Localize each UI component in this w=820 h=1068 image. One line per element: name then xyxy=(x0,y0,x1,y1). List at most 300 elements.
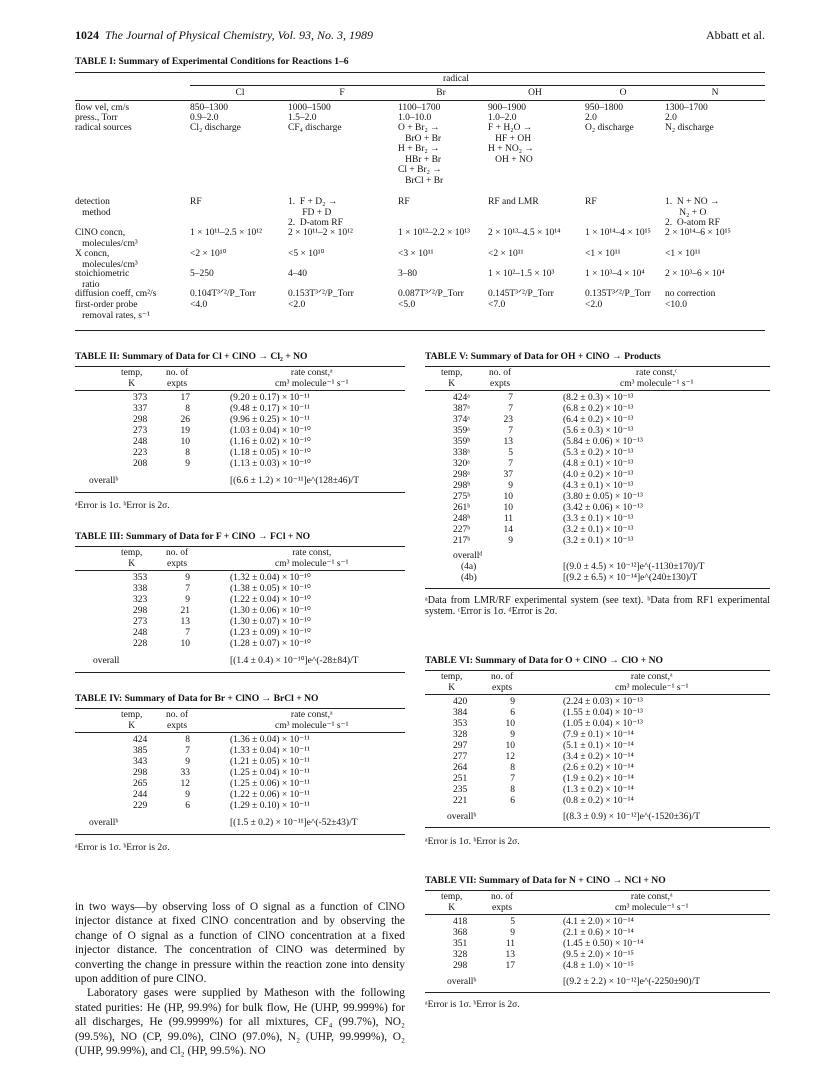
t5-temp-cell: 320ᵃ xyxy=(453,459,470,469)
t3-expts-cell: 7 xyxy=(185,628,190,638)
t5-overall-subrow-label: (4a) xyxy=(461,562,477,572)
table-1-row-label: X concn, molecules/cm³ xyxy=(75,249,138,270)
t5-rate-cell: (3.2 ± 0.1) × 10⁻¹³ xyxy=(563,536,634,546)
table-1-cell: <7.0 xyxy=(488,300,506,310)
table-1-cell: O + Br₂ → BrO + Br H + Br₂ → HBr + Br Cl + Br₂ → BrCl + Br xyxy=(398,123,444,186)
t4-expts-header: no. of expts xyxy=(166,710,189,731)
t7-rate-cell: (2.1 ± 0.6) × 10⁻¹⁴ xyxy=(563,928,634,938)
table-3 xyxy=(75,532,405,682)
t5-rate-cell: (3.42 ± 0.06) × 10⁻¹³ xyxy=(563,503,643,513)
t7-caption: TABLE VII: Summary of Data for N + ClNO → NCl + NO xyxy=(425,875,666,886)
t5-temp-cell: 275ᵇ xyxy=(453,492,471,502)
t6-expts-cell: 7 xyxy=(510,774,515,784)
table-1-cell: <4.0 xyxy=(190,300,208,310)
t5-expts-cell: 10 xyxy=(503,503,513,513)
t5-expts-cell: 10 xyxy=(503,492,513,502)
t6-temp-cell: 235 xyxy=(453,785,468,795)
t4-rate-cell: (1.29 ± 0.10) × 10⁻¹¹ xyxy=(230,801,310,811)
t2-rate-cell: (9.20 ± 0.17) × 10⁻¹¹ xyxy=(230,393,310,403)
t6-expts-cell: 10 xyxy=(505,741,515,751)
table-1-cell: <1 × 10¹¹ xyxy=(585,249,621,259)
t6-temp-header: temp, K xyxy=(441,672,463,693)
running-authors: Abbatt et al. xyxy=(706,28,765,42)
t7-footnote: ᵃError is 1σ. ᵇError is 2σ. xyxy=(425,1000,520,1010)
t3-temp-cell: 248 xyxy=(133,628,148,638)
table-1-cell: 1.5–2.0 xyxy=(288,113,317,123)
t2-rate-cell: (1.16 ± 0.02) × 10⁻¹⁰ xyxy=(230,437,311,447)
table-rule xyxy=(75,672,405,673)
t4-footnote: ᵃError is 1σ. ᵇError is 2σ. xyxy=(75,843,170,853)
t6-overall-value: [(8.3 ± 0.9) × 10⁻¹²]e^(-1520±36)/T xyxy=(563,812,701,822)
t3-temp-cell: 298 xyxy=(133,606,148,616)
t2-expts-cell: 19 xyxy=(180,426,190,436)
t2-expts-cell: 26 xyxy=(180,415,190,425)
t7-expts-cell: 5 xyxy=(510,917,515,927)
table-rule xyxy=(425,992,770,993)
body-text xyxy=(75,900,405,1058)
body-paragraph-1: in two ways—by observing loss of O signal as a function of ClNO injector distance at fixed ClNO concentration and by observing the change of O signal as a function of ClNO concentration at a fixed injector distance. The concentration of ClNO was determined by converting the change in pressure within the reaction zone into density upon addition of pure ClNO. xyxy=(75,901,405,986)
table-1-cell: <2 × 10¹⁰ xyxy=(190,249,227,259)
t2-expts-header: no. of expts xyxy=(166,368,189,389)
t3-expts-header: no. of expts xyxy=(166,548,189,569)
t7-rate-cell: (9.5 ± 2.0) × 10⁻¹⁵ xyxy=(563,950,634,960)
t5-temp-cell: 227ᵇ xyxy=(453,525,471,535)
table-rule xyxy=(75,546,405,547)
t4-rate-cell: (1.33 ± 0.04) × 10⁻¹¹ xyxy=(230,746,310,756)
t6-rate-cell: (1.9 ± 0.2) × 10⁻¹⁴ xyxy=(563,774,634,784)
table-1-group-header: radical xyxy=(443,74,469,84)
table-1-cell: 2 × 10¹⁴–6 × 10¹⁵ xyxy=(665,228,731,238)
table-rule xyxy=(75,570,405,571)
t5-expts-cell: 7 xyxy=(508,404,513,414)
t5-temp-cell: 298ᵇ xyxy=(453,481,471,491)
t6-rate-cell: (1.55 ± 0.04) × 10⁻¹³ xyxy=(563,708,643,718)
t5-rate-cell: (3.80 ± 0.05) × 10⁻¹³ xyxy=(563,492,643,502)
t7-temp-header: temp, K xyxy=(441,892,463,913)
t5-temp-header: temp, K xyxy=(441,368,463,389)
t2-rate-cell: (1.18 ± 0.05) × 10⁻¹⁰ xyxy=(230,448,311,458)
table-6 xyxy=(425,656,770,861)
table-1-cell: <5 × 10¹⁰ xyxy=(288,249,325,259)
table-1-cell: RF xyxy=(190,197,202,207)
table-1-cell: 1300–1700 xyxy=(665,103,708,113)
table-2 xyxy=(75,352,405,522)
t3-overall-value: [(1.4 ± 0.4) × 10⁻¹⁰]e^(-28±84)/T xyxy=(230,656,359,666)
table-1-cell: RF and LMR xyxy=(488,197,539,207)
body-paragraph-2: Laboratory gases were supplied by Matheson with the following stated purities: He (HP, 99.9%) for bulk flow, He (UHP, 99.999%) for all discharges, He (99.9999%) for all mixtures, CF₄ (99.7%), NO₂ (99.5%), NO (CP, 99.0%), ClNO (97.0%), N₂ (UHP, 99.999%), O₂ (UHP, 99.99%), and Cl₂ (HP, 99.5%). NO xyxy=(75,987,405,1058)
t6-expts-cell: 9 xyxy=(510,697,515,707)
table-1-cell: 950–1800 xyxy=(585,103,623,113)
table-rule xyxy=(425,366,770,367)
t6-rate-header: rate const,ᵃ cm³ molecule⁻¹ s⁻¹ xyxy=(615,672,689,693)
t6-temp-cell: 264 xyxy=(453,763,468,773)
t3-expts-cell: 13 xyxy=(180,617,190,627)
t3-temp-header: temp, K xyxy=(121,548,143,569)
table-rule xyxy=(425,670,770,671)
t5-caption: TABLE V: Summary of Data for OH + ClNO → Products xyxy=(425,351,661,362)
t5-expts-cell: 7 xyxy=(508,459,513,469)
table-1-cell: 1 × 10²–1.5 × 10³ xyxy=(488,269,555,279)
t4-caption: TABLE IV: Summary of Data for Br + ClNO → BrCl + NO xyxy=(75,693,319,704)
t4-expts-cell: 33 xyxy=(180,768,190,778)
t5-expts-header: no. of expts xyxy=(489,368,512,389)
t2-rate-cell: (9.48 ± 0.17) × 10⁻¹¹ xyxy=(230,404,310,414)
t4-expts-cell: 12 xyxy=(180,779,190,789)
t5-rate-cell: (5.84 ± 0.06) × 10⁻¹³ xyxy=(563,437,643,447)
t2-temp-cell: 337 xyxy=(133,404,148,414)
t7-overall-label: overallᵇ xyxy=(447,977,477,987)
t2-expts-cell: 17 xyxy=(180,393,190,403)
table-1-cell: 2.0 xyxy=(665,113,677,123)
t5-expts-cell: 14 xyxy=(503,525,513,535)
table-1-cell: N₂ discharge xyxy=(665,123,714,133)
t5-overall-subrow-label: (4b) xyxy=(461,573,477,583)
table-1-row-label: press., Torr xyxy=(75,113,118,123)
t6-expts-cell: 8 xyxy=(510,763,515,773)
t5-expts-cell: 37 xyxy=(503,470,513,480)
t6-caption: TABLE VI: Summary of Data for O + ClNO → ClO + NO xyxy=(425,655,663,666)
t5-expts-cell: 7 xyxy=(508,426,513,436)
t6-temp-cell: 384 xyxy=(453,708,468,718)
t7-temp-cell: 328 xyxy=(453,950,468,960)
t5-rate-cell: (4.0 ± 0.2) × 10⁻¹³ xyxy=(563,470,634,480)
t6-expts-cell: 10 xyxy=(505,719,515,729)
t4-expts-cell: 9 xyxy=(185,757,190,767)
t5-expts-cell: 13 xyxy=(503,437,513,447)
t2-temp-cell: 208 xyxy=(133,459,148,469)
t3-rate-cell: (1.28 ± 0.07) × 10⁻¹⁰ xyxy=(230,639,311,649)
t3-expts-cell: 7 xyxy=(185,584,190,594)
table-rule xyxy=(75,390,405,391)
t3-temp-cell: 338 xyxy=(133,584,148,594)
table-1-cell: 2 × 10¹¹–2 × 10¹² xyxy=(288,228,353,238)
t4-rate-cell: (1.22 ± 0.06) × 10⁻¹¹ xyxy=(230,790,310,800)
table-rule xyxy=(75,72,765,73)
table-rule xyxy=(425,390,770,391)
table-rule xyxy=(425,914,770,915)
t5-rate-cell: (6.8 ± 0.2) × 10⁻¹³ xyxy=(563,404,634,414)
table-1-cell: 1.0–10.0 xyxy=(398,113,432,123)
t3-rate-cell: (1.23 ± 0.09) × 10⁻¹⁰ xyxy=(230,628,311,638)
t5-temp-cell: 298ᵃ xyxy=(453,470,470,480)
t2-temp-cell: 223 xyxy=(133,448,148,458)
t3-overall-label: overall xyxy=(93,656,120,666)
t6-rate-cell: (1.05 ± 0.04) × 10⁻¹³ xyxy=(563,719,643,729)
table-1-cell: 2 × 10³–6 × 10⁴ xyxy=(665,269,725,279)
t6-temp-cell: 221 xyxy=(453,796,468,806)
t6-rate-cell: (2.6 ± 0.2) × 10⁻¹⁴ xyxy=(563,763,634,773)
table-1-col-header: F xyxy=(339,88,345,98)
t2-expts-cell: 10 xyxy=(180,437,190,447)
t2-temp-cell: 273 xyxy=(133,426,148,436)
table-1-col-header: Br xyxy=(436,88,446,98)
table-1-cell: 900–1900 xyxy=(488,103,526,113)
t2-overall-value: [(6.6 ± 1.2) × 10⁻¹¹]e^(128±46)/T xyxy=(230,476,360,486)
t2-caption: TABLE II: Summary of Data for Cl + ClNO → Cl₂ + NO xyxy=(75,351,308,362)
t3-expts-cell: 10 xyxy=(180,639,190,649)
t7-temp-cell: 351 xyxy=(453,939,468,949)
table-1-col-header: O xyxy=(619,88,627,98)
t5-temp-cell: 374ᵃ xyxy=(453,415,470,425)
table-1-row-label: radical sources xyxy=(75,123,132,133)
t4-temp-cell: 385 xyxy=(133,746,148,756)
t3-temp-cell: 273 xyxy=(133,617,148,627)
t2-rate-cell: (1.13 ± 0.03) × 10⁻¹⁰ xyxy=(230,459,311,469)
t3-expts-cell: 9 xyxy=(185,595,190,605)
t4-rate-cell: (1.25 ± 0.04) × 10⁻¹¹ xyxy=(230,768,310,778)
table-4 xyxy=(75,694,405,866)
t4-expts-cell: 9 xyxy=(185,790,190,800)
table-1-cell: <2.0 xyxy=(288,300,306,310)
t7-temp-cell: 418 xyxy=(453,917,468,927)
t6-rate-cell: (2.24 ± 0.03) × 10⁻¹³ xyxy=(563,697,643,707)
t5-rate-cell: (3.3 ± 0.1) × 10⁻¹³ xyxy=(563,514,634,524)
table-rule xyxy=(75,492,405,493)
t2-overall-label: overallᵇ xyxy=(89,476,119,486)
t2-expts-cell: 8 xyxy=(185,404,190,414)
t5-temp-cell: 359ᵇ xyxy=(453,437,471,447)
table-1-row-label: ClNO concn, molecules/cm³ xyxy=(75,228,138,249)
t7-rate-header: rate const,ᵃ cm³ molecule⁻¹ s⁻¹ xyxy=(615,892,689,913)
t7-rate-cell: (4.8 ± 1.0) × 10⁻¹⁵ xyxy=(563,961,634,971)
t3-rate-cell: (1.32 ± 0.04) × 10⁻¹⁰ xyxy=(230,573,311,583)
table-1-cell: 1. N + NO → N₂ + O 2. O-atom RF xyxy=(665,197,720,228)
t7-expts-cell: 11 xyxy=(505,939,515,949)
t3-temp-cell: 228 xyxy=(133,639,148,649)
table-1-row-label: detection method xyxy=(75,197,111,218)
t4-rate-cell: (1.21 ± 0.05) × 10⁻¹¹ xyxy=(230,757,310,767)
t3-temp-cell: 323 xyxy=(133,595,148,605)
table-rule xyxy=(425,890,770,891)
table-rule xyxy=(75,732,405,733)
t5-footnote: ᵃData from LMR/RF experimental system (see text). ᵇData from RF1 experimental system. ᶜError is 1σ. ᵈError is 2σ. xyxy=(425,595,770,617)
t6-footnote: ᵃError is 1σ. ᵇError is 2σ. xyxy=(425,837,520,847)
table-rule xyxy=(75,366,405,367)
table-rule xyxy=(425,588,770,589)
t5-expts-cell: 9 xyxy=(508,481,513,491)
table-1-cell: 0.153T³ᐟ²/P_Torr xyxy=(288,289,354,299)
t2-expts-cell: 8 xyxy=(185,448,190,458)
table-1-cell: 0.145T³ᐟ²/P_Torr xyxy=(488,289,554,299)
table-1-row-label: diffusion coeff, cm²/s xyxy=(75,289,157,299)
t5-rate-cell: (5.6 ± 0.3) × 10⁻¹³ xyxy=(563,426,634,436)
t4-expts-cell: 8 xyxy=(185,735,190,745)
t5-expts-cell: 7 xyxy=(508,393,513,403)
t7-expts-cell: 17 xyxy=(505,961,515,971)
t5-temp-cell: 338ᵃ xyxy=(453,448,470,458)
t2-footnote: ᵃError is 1σ. ᵇError is 2σ. xyxy=(75,501,170,511)
table-1-cell: no correction xyxy=(665,289,716,299)
t3-rate-cell: (1.38 ± 0.05) × 10⁻¹⁰ xyxy=(230,584,311,594)
t6-rate-cell: (1.3 ± 0.2) × 10⁻¹⁴ xyxy=(563,785,634,795)
table-1-cell: 0.9–2.0 xyxy=(190,113,219,123)
t4-rate-cell: (1.36 ± 0.04) × 10⁻¹¹ xyxy=(230,735,310,745)
table-1-cell: CF₄ discharge xyxy=(288,123,342,133)
t6-expts-cell: 6 xyxy=(510,796,515,806)
t6-temp-cell: 297 xyxy=(453,741,468,751)
t3-expts-cell: 9 xyxy=(185,573,190,583)
t4-rate-header: rate const,ᵃ cm³ molecule⁻¹ s⁻¹ xyxy=(275,710,349,731)
t5-expts-cell: 9 xyxy=(508,536,513,546)
table-1-cell: O₂ discharge xyxy=(585,123,634,133)
t5-temp-cell: 248ᵇ xyxy=(453,514,471,524)
table-1-cell: 2.0 xyxy=(585,113,597,123)
t2-temp-cell: 373 xyxy=(133,393,148,403)
t4-temp-cell: 229 xyxy=(133,801,148,811)
t4-expts-cell: 6 xyxy=(185,801,190,811)
t6-expts-cell: 8 xyxy=(510,785,515,795)
table-1-cell: RF xyxy=(398,197,410,207)
t7-temp-cell: 298 xyxy=(453,961,468,971)
table-1-row-label: first-order probe removal rates, s⁻¹ xyxy=(75,300,150,321)
t7-expts-cell: 9 xyxy=(510,928,515,938)
table-1-cell: 0.104T³ᐟ²/P_Torr xyxy=(190,289,256,299)
t6-rate-cell: (5.1 ± 0.1) × 10⁻¹⁴ xyxy=(563,741,634,751)
table-1-cell: <1 × 10¹¹ xyxy=(665,249,701,259)
t5-temp-cell: 359ᵃ xyxy=(453,426,470,436)
table-1-col-header: Cl xyxy=(235,88,245,98)
t5-rate-cell: (6.4 ± 0.2) × 10⁻¹³ xyxy=(563,415,634,425)
table-1-cell: 850–1300 xyxy=(190,103,228,113)
table-1-cell: RF xyxy=(585,197,597,207)
t5-expts-cell: 11 xyxy=(503,514,513,524)
table-1-row-label: flow vel, cm/s xyxy=(75,103,130,113)
t2-temp-cell: 248 xyxy=(133,437,148,447)
t3-expts-cell: 21 xyxy=(180,606,190,616)
t4-temp-cell: 424 xyxy=(133,735,148,745)
t3-rate-cell: (1.30 ± 0.07) × 10⁻¹⁰ xyxy=(230,617,311,627)
t7-temp-cell: 368 xyxy=(453,928,468,938)
t3-temp-cell: 353 xyxy=(133,573,148,583)
table-rule xyxy=(75,330,765,331)
t6-expts-cell: 9 xyxy=(510,730,515,740)
table-rule xyxy=(425,827,770,828)
table-7 xyxy=(425,876,770,1011)
t5-temp-cell: 217ᵇ xyxy=(453,536,471,546)
t6-temp-cell: 353 xyxy=(453,719,468,729)
t5-rate-cell: (8.2 ± 0.3) × 10⁻¹³ xyxy=(563,393,634,403)
t2-rate-cell: (9.96 ± 0.25) × 10⁻¹¹ xyxy=(230,415,310,425)
t5-overall-label: overallᵈ xyxy=(453,551,483,561)
t6-expts-cell: 6 xyxy=(510,708,515,718)
table-1-cell: 1 × 10¹⁴–4 × 10¹⁵ xyxy=(585,228,651,238)
t2-temp-cell: 298 xyxy=(133,415,148,425)
table-1-caption: TABLE I: Summary of Experimental Conditions for Reactions 1–6 xyxy=(75,56,349,67)
t4-temp-cell: 298 xyxy=(133,768,148,778)
table-rule xyxy=(190,85,765,86)
t2-rate-header: rate const,ᵃ cm³ molecule⁻¹ s⁻¹ xyxy=(275,368,349,389)
t4-temp-cell: 244 xyxy=(133,790,148,800)
t4-rate-cell: (1.25 ± 0.06) × 10⁻¹¹ xyxy=(230,779,310,789)
table-1-cell: 1100–1700 xyxy=(398,103,441,113)
t4-temp-cell: 343 xyxy=(133,757,148,767)
t3-rate-header: rate const, cm³ molecule⁻¹ s⁻¹ xyxy=(275,548,349,569)
t3-rate-cell: (1.30 ± 0.06) × 10⁻¹⁰ xyxy=(230,606,311,616)
page-number: 1024 xyxy=(75,28,99,42)
t5-temp-cell: 387ᵃ xyxy=(453,404,470,414)
t6-overall-label: overallᵇ xyxy=(447,812,477,822)
t4-overall-value: [(1.5 ± 0.2) × 10⁻¹¹]e^(-52±43)/T xyxy=(230,818,358,828)
table-1-row-label: stoichiometric ratio xyxy=(75,269,130,290)
t5-rate-header: rate const,ᶜ cm³ molecule⁻¹ s⁻¹ xyxy=(620,368,694,389)
table-1-cell: 1.0–2.0 xyxy=(488,113,517,123)
table-rule xyxy=(75,100,765,101)
t6-expts-header: no. of expts xyxy=(491,672,514,693)
t5-rate-cell: (3.2 ± 0.1) × 10⁻¹³ xyxy=(563,525,634,535)
t5-overall-subrow-value: [(9.0 ± 4.5) × 10⁻¹²]e^(-1130±170)/T xyxy=(563,562,705,572)
t4-temp-cell: 265 xyxy=(133,779,148,789)
t7-rate-cell: (1.45 ± 0.50) × 10⁻¹⁴ xyxy=(563,939,644,949)
t6-temp-cell: 328 xyxy=(453,730,468,740)
t7-expts-header: no. of expts xyxy=(491,892,514,913)
table-1-cell: <10.0 xyxy=(665,300,687,310)
journal-title: The Journal of Physical Chemistry, Vol. 93, No. 3, 1989 xyxy=(105,28,373,42)
t5-temp-cell: 424ᵃ xyxy=(453,393,470,403)
table-1-cell: <5.0 xyxy=(398,300,416,310)
table-1-col-header: OH xyxy=(528,88,542,98)
table-1 xyxy=(75,56,765,356)
t5-rate-cell: (4.3 ± 0.1) × 10⁻¹³ xyxy=(563,481,634,491)
table-1-cell: 0.135T³ᐟ²/P_Torr xyxy=(585,289,651,299)
t2-temp-header: temp, K xyxy=(121,368,143,389)
t3-caption: TABLE III: Summary of Data for F + ClNO → FCl + NO xyxy=(75,531,311,542)
t6-temp-cell: 251 xyxy=(453,774,468,784)
table-1-cell: <2 × 10¹¹ xyxy=(488,249,524,259)
t6-rate-cell: (7.9 ± 0.1) × 10⁻¹⁴ xyxy=(563,730,634,740)
table-1-cell: 1 × 10¹²–2.2 × 10¹³ xyxy=(398,228,470,238)
t4-overall-label: overallᵇ xyxy=(89,818,119,828)
table-rule xyxy=(75,708,405,709)
table-1-cell: 1 × 10³–4 × 10⁴ xyxy=(585,269,645,279)
table-rule xyxy=(425,694,770,695)
table-1-cell: 5–250 xyxy=(190,269,214,279)
t7-rate-cell: (4.1 ± 2.0) × 10⁻¹⁴ xyxy=(563,917,634,927)
table-1-cell: <2.0 xyxy=(585,300,603,310)
t2-expts-cell: 9 xyxy=(185,459,190,469)
table-1-cell: Cl₂ discharge xyxy=(190,123,241,133)
t5-overall-subrow-value: [(9.2 ± 6.5) × 10⁻¹⁴]e^(240±130)/T xyxy=(563,573,698,583)
t5-temp-cell: 261ᵇ xyxy=(453,503,471,513)
t6-temp-cell: 277 xyxy=(453,752,468,762)
table-1-cell: 4–40 xyxy=(288,269,307,279)
t7-expts-cell: 13 xyxy=(505,950,515,960)
t3-rate-cell: (1.22 ± 0.04) × 10⁻¹⁰ xyxy=(230,595,311,605)
table-5 xyxy=(425,352,770,632)
table-rule xyxy=(75,834,405,835)
t4-temp-header: temp, K xyxy=(121,710,143,731)
t4-expts-cell: 7 xyxy=(185,746,190,756)
table-1-cell: 1. F + D₂ → FD + D 2. D-atom RF xyxy=(288,197,343,228)
t2-rate-cell: (1.03 ± 0.04) × 10⁻¹⁰ xyxy=(230,426,311,436)
t6-expts-cell: 12 xyxy=(505,752,515,762)
t6-rate-cell: (0.8 ± 0.2) × 10⁻¹⁴ xyxy=(563,796,634,806)
table-1-cell: 1 × 10¹¹–2.5 × 10¹² xyxy=(190,228,262,238)
table-1-cell: F + H₂O → HF + OH H + NO₂ → OH + NO xyxy=(488,123,534,165)
table-1-cell: 0.087T³ᐟ²/P_Torr xyxy=(398,289,464,299)
table-1-cell: 1000–1500 xyxy=(288,103,331,113)
t5-expts-cell: 23 xyxy=(503,415,513,425)
t5-rate-cell: (4.8 ± 0.1) × 10⁻¹³ xyxy=(563,459,634,469)
table-1-cell: <3 × 10¹¹ xyxy=(398,249,434,259)
t5-rate-cell: (5.3 ± 0.2) × 10⁻¹³ xyxy=(563,448,634,458)
t6-rate-cell: (3.4 ± 0.2) × 10⁻¹⁴ xyxy=(563,752,634,762)
t5-expts-cell: 5 xyxy=(508,448,513,458)
t6-temp-cell: 420 xyxy=(453,697,468,707)
t7-overall-value: [(9.2 ± 2.2) × 10⁻¹²]e^(-2250±90)/T xyxy=(563,977,701,987)
table-1-cell: 2 × 10¹³–4.5 × 10¹⁴ xyxy=(488,228,561,238)
table-1-cell: 3–80 xyxy=(398,269,417,279)
table-1-col-header: N xyxy=(711,88,719,98)
